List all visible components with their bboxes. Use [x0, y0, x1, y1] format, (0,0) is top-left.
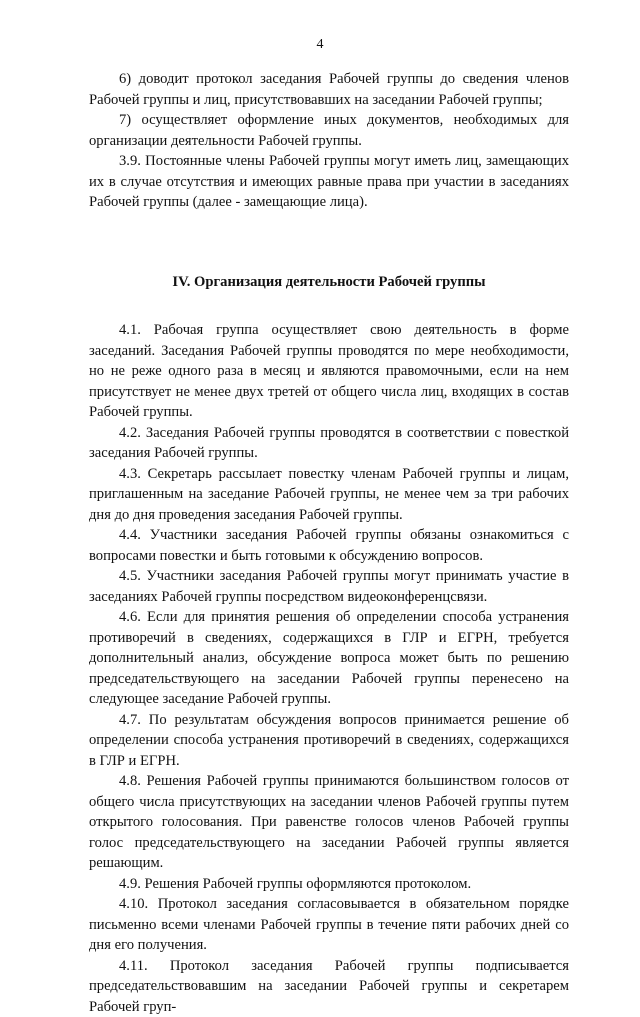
paragraph-4-2: 4.2. Заседания Рабочей группы проводятся в соответствии с повесткой заседания Рабочей группы.	[89, 423, 569, 464]
paragraph-4-7: 4.7. По результатам обсуждения вопросов принимается решение об определении способа устранения противоречий в сведениях, содержащихся в ГЛР и ЕГРН.	[89, 710, 569, 772]
page-number: 4	[0, 37, 640, 53]
paragraph-3-9: 3.9. Постоянные члены Рабочей группы могут иметь лиц, замещающих их в случае отсутствия и имеющих равные права при участии в заседаниях Рабочей группы (далее - замещающие лица).	[89, 151, 569, 213]
paragraph-item-6: 6) доводит протокол заседания Рабочей группы до сведения членов Рабочей группы и лиц, присутствовавших на заседании Рабочей группы;	[89, 69, 569, 110]
document-body	[89, 69, 569, 1017]
paragraph-4-11: 4.11. Протокол заседания Рабочей группы подписывается председательствовавшим на заседании Рабочей группы и секретарем Рабочей груп-	[89, 956, 569, 1017]
section-heading: IV. Организация деятельности Рабочей группы	[89, 272, 569, 293]
paragraph-4-9: 4.9. Решения Рабочей группы оформляются протоколом.	[89, 874, 569, 895]
paragraph-4-6: 4.6. Если для принятия решения об определении способа устранения противоречий в сведениях, содержащихся в ГЛР и ЕГРН, требуется дополнительный анализ, обсуждение вопроса может быть по решению председательствующего на заседании Рабочей группы перенесено на следующее заседание Рабочей группы.	[89, 607, 569, 710]
paragraph-4-4: 4.4. Участники заседания Рабочей группы обязаны ознакомиться с вопросами повестки и быть готовыми к обсуждению вопросов.	[89, 525, 569, 566]
paragraph-4-5: 4.5. Участники заседания Рабочей группы могут принимать участие в заседаниях Рабочей группы посредством видеоконференцсвязи.	[89, 566, 569, 607]
paragraph-4-1: 4.1. Рабочая группа осуществляет свою деятельность в форме заседаний. Заседания Рабочей группы проводятся по мере необходимости, но не реже одного раза в месяц и являются правомочными, если на нем присутствует не менее двух третей от общего числа лиц, входящих в состав Рабочей группы.	[89, 320, 569, 423]
paragraph-item-7: 7) осуществляет оформление иных документов, необходимых для организации деятельности Рабочей группы.	[89, 110, 569, 151]
paragraph-4-10: 4.10. Протокол заседания согласовывается в обязательном порядке письменно всеми членами Рабочей группы в течение пяти рабочих дней со дня его получения.	[89, 894, 569, 956]
paragraph-4-3: 4.3. Секретарь рассылает повестку членам Рабочей группы и лицам, приглашенным на заседание Рабочей группы, не менее чем за три рабочих дня до дня проведения заседания Рабочей группы.	[89, 464, 569, 526]
paragraph-4-8: 4.8. Решения Рабочей группы принимаются большинством голосов от общего числа присутствующих на заседании членов Рабочей группы путем открытого голосования. При равенстве голосов членов Рабочей группы голос председательствующего на заседании Рабочей группы является решающим.	[89, 771, 569, 874]
